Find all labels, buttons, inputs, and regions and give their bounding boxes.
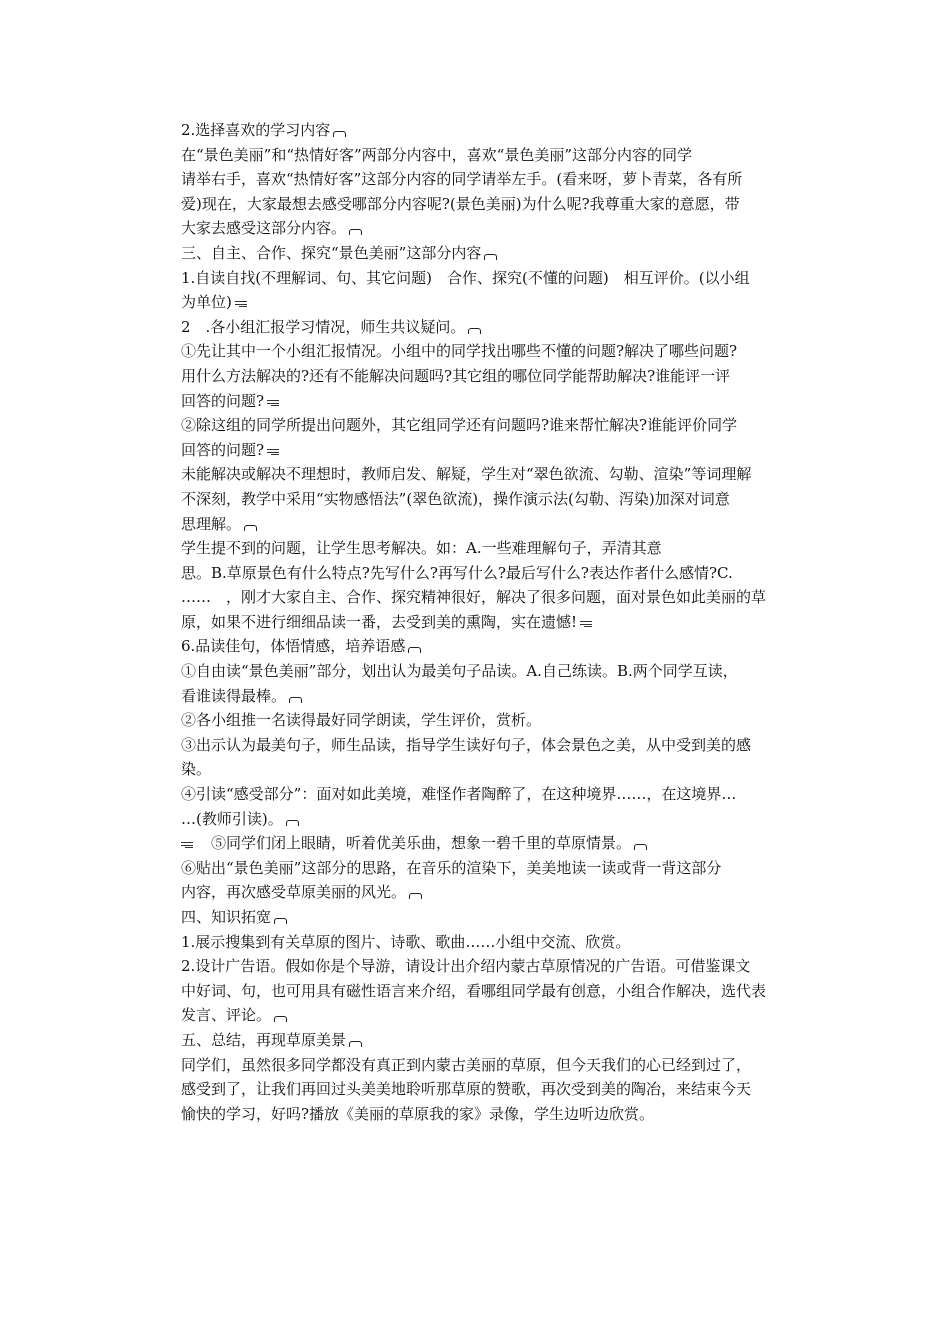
text-line <box>181 462 813 487</box>
line-text: 2 .各小组汇报学习情况，师生共议疑问。 <box>181 317 466 336</box>
paragraph-mark-icon <box>409 893 422 899</box>
text-line <box>181 1053 813 1078</box>
line-text: 用什么方法解决的?还有不能解决问题吗?其它组的哪位同学能帮助解决?谁能评一评 <box>181 366 731 385</box>
text-line <box>181 167 813 192</box>
text-line <box>181 905 813 930</box>
text-line <box>181 487 813 512</box>
line-text: ②各小组推一名读得最好同学朗读，学生评价，赏析。 <box>181 711 542 730</box>
line-text: …… ，刚才大家自主、合作、探究精神很好，解决了很多问题，面对景色如此美丽的草 <box>181 588 767 607</box>
line-text: 爱)现在，大家最想去感受哪部分内容呢?(景色美丽)为什么呢?我尊重大家的意愿，带 <box>181 194 740 213</box>
text-line <box>181 831 813 856</box>
text-line <box>181 807 813 832</box>
line-text: 同学们，虽然很多同学都没有真正到内蒙古美丽的草原，但今天我们的心已经到过了， <box>181 1055 752 1074</box>
text-line <box>181 634 813 659</box>
line-text: …(教师引读)。 <box>181 809 283 828</box>
line-text: 回答的问题? <box>181 440 265 459</box>
text-line <box>181 315 813 340</box>
line-text: 不深刻，教学中采用“实物感悟法”(翠色欲流)，操作演示法(勾勒、泻染)加深对词意 <box>181 489 730 508</box>
text-line <box>181 1102 813 1127</box>
text-line <box>181 659 813 684</box>
paragraph-mark-icon <box>349 1041 362 1047</box>
text-line <box>181 290 813 315</box>
line-text: 愉快的学习，好吗?播放《美丽的草原我的家》录像，学生边听边欣赏。 <box>181 1104 655 1123</box>
line-text: ④引读“感受部分”：面对如此美境，难怪作者陶醉了，在这种境界……，在这境界… <box>181 785 737 804</box>
line-text: ①先让其中一个小组汇报情况。小组中的同学找出哪些不懂的问题?解决了哪些问题? <box>181 342 738 361</box>
document-page <box>181 118 813 1126</box>
paragraph-mark-icon <box>408 647 421 653</box>
text-line <box>181 241 813 266</box>
text-line <box>181 118 813 143</box>
text-line <box>181 339 813 364</box>
text-line <box>181 610 813 635</box>
line-text: 在“景色美丽”和“热情好客”两部分内容中，喜欢“景色美丽”这部分内容的同学 <box>181 145 693 164</box>
text-line <box>181 757 813 782</box>
paragraph-mark-icon <box>289 697 302 703</box>
paragraph-mark-icon <box>274 1016 287 1022</box>
text-line <box>181 1003 813 1028</box>
line-text: 2.选择喜欢的学习内容 <box>181 121 331 139</box>
line-break-mark-icon <box>267 449 279 455</box>
line-text: ①自由读“景色美丽”部分，划出认为最美句子品读。A.自己练读。B.两个同学互读， <box>181 662 738 681</box>
line-text: 请举右手，喜欢“热情好客”这部分内容的同学请举左手。(看来呀，萝卜青菜，各有所 <box>181 170 743 189</box>
line-text: ②除这组的同学所提出问题外，其它组同学还有问题吗?谁来帮忙解决?谁能评价同学 <box>181 416 738 435</box>
line-text: 染。 <box>181 760 212 779</box>
line-text: 思。B.草原景色有什么特点?先写什么?再写什么?最后写什么?表达作者什么感情?C. <box>181 563 733 582</box>
paragraph-mark-icon <box>634 844 647 850</box>
line-text: 中好词、句，也可用具有磁性语言来介绍，看哪组同学最有创意，小组合作解决，选代表 <box>181 981 767 1000</box>
text-line <box>181 266 813 291</box>
paragraph-mark-icon <box>349 229 362 235</box>
line-text: 6.品读佳句，体悟情感，培养语感 <box>181 637 406 656</box>
line-break-mark-icon <box>181 842 193 848</box>
paragraph-mark-icon <box>468 328 481 334</box>
text-line <box>181 782 813 807</box>
paragraph-mark-icon <box>333 131 346 137</box>
line-text: 发言、评论。 <box>181 1006 272 1025</box>
text-line <box>181 143 813 168</box>
paragraph-mark-icon <box>484 254 497 260</box>
line-break-mark-icon <box>267 400 279 406</box>
text-line <box>181 930 813 955</box>
line-text: 学生提不到的问题，让学生思考解决。如：A.一些难理解句子，弄清其意 <box>181 539 662 558</box>
text-line <box>181 536 813 561</box>
line-text: 看谁读得最棒。 <box>181 686 287 705</box>
text-line <box>181 192 813 217</box>
line-text: 原，如果不进行细细品读一番，去受到美的熏陶，实在遗憾! <box>181 612 578 631</box>
line-break-mark-icon <box>580 621 592 627</box>
paragraph-mark-icon <box>286 820 299 826</box>
line-text: 为单位) <box>181 293 232 312</box>
text-line <box>181 561 813 586</box>
paragraph-mark-icon <box>274 918 287 924</box>
text-line <box>181 389 813 414</box>
line-break-mark-icon <box>235 301 247 307</box>
text-line <box>181 880 813 905</box>
line-text: 大家去感受这部分内容。 <box>181 219 347 238</box>
line-text: 内容，再次感受草原美丽的风光。 <box>181 883 407 902</box>
text-line <box>181 708 813 733</box>
text-line <box>181 1077 813 1102</box>
text-line <box>181 585 813 610</box>
text-line <box>181 216 813 241</box>
text-line <box>181 684 813 709</box>
line-text: 2.设计广告语。假如你是个导游，请设计出介绍内蒙古草原情况的广告语。可借鉴课文 <box>181 957 751 976</box>
text-line <box>181 856 813 881</box>
text-line <box>181 438 813 463</box>
text-line <box>181 1028 813 1053</box>
text-line <box>181 733 813 758</box>
line-text: 思理解。 <box>181 514 242 533</box>
text-line <box>181 413 813 438</box>
text-line <box>181 512 813 537</box>
line-text: 三、自主、合作、探究“景色美丽”这部分内容 <box>181 243 482 262</box>
line-text: 回答的问题? <box>181 391 265 410</box>
line-text: 五、总结，再现草原美景 <box>181 1030 347 1049</box>
line-text: ⑤同学们闭上眼睛，听着优美乐曲，想象一碧千里的草原情景。 <box>211 834 632 853</box>
line-text: 四、知识拓宽 <box>181 908 272 926</box>
line-text: 感受到了，让我们再回过头美美地聆听那草原的赞歌，再次受到美的陶冶，来结束今天 <box>181 1080 752 1099</box>
line-text: 1.自读自找(不理解词、句、其它问题) 合作、探究(不懂的问题) 相互评价。(以小组 <box>181 268 750 287</box>
line-text: ③出示认为最美句子，师生品读，指导学生读好句子，体会景色之美，从中受到美的感 <box>181 735 752 754</box>
line-text: ⑥贴出“景色美丽”这部分的思路，在音乐的渲染下，美美地读一读或背一背这部分 <box>181 858 722 877</box>
line-text: 1.展示搜集到有关草原的图片、诗歌、歌曲……小组中交流、欣赏。 <box>181 932 631 951</box>
text-line <box>181 954 813 979</box>
text-line <box>181 979 813 1004</box>
line-text: 未能解决或解决不理想时，教师启发、解疑，学生对“翠色欲流、勾勒、渲染”等词理解 <box>181 465 752 484</box>
paragraph-mark-icon <box>244 525 257 531</box>
text-line <box>181 364 813 389</box>
